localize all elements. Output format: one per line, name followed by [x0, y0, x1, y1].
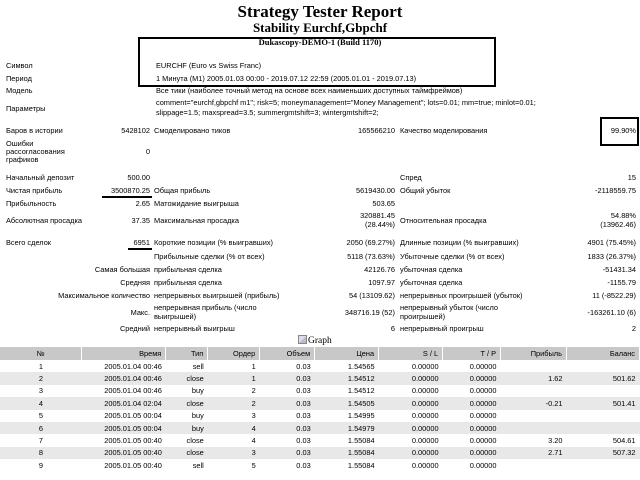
table-row	[0, 447, 640, 459]
cell-profit	[501, 385, 567, 397]
max-consecutive-wins-label: непрерывных выигрышей (прибыль)	[154, 291, 280, 300]
gross-loss-label: Общий убыток	[400, 186, 451, 195]
cell-tp: 0.00000	[443, 447, 501, 459]
total-trades-underline	[128, 248, 152, 250]
cell-order: 4	[208, 422, 260, 434]
cell-sl: 0.00000	[379, 360, 443, 372]
cell-price: 1.54505	[315, 397, 379, 409]
cell-order: 1	[208, 360, 260, 372]
deposit-label: Начальный депозит	[6, 173, 75, 182]
cell-order: 5	[208, 459, 260, 471]
symbol-label: Символ	[6, 61, 33, 70]
average-label: Средняя	[120, 278, 150, 287]
cell-sl: 0.00000	[379, 385, 443, 397]
cell-volume: 0.03	[260, 385, 315, 397]
avg-consecutive-label: Средний	[119, 324, 150, 333]
cell-profit	[501, 422, 567, 434]
report-title: Strategy Tester Report	[237, 2, 403, 21]
net-profit-underline	[102, 196, 152, 198]
cell-balance: 501.62	[566, 372, 639, 384]
cell-price: 1.54995	[315, 410, 379, 422]
loss-trades-value: 1833 (26.37%)	[587, 252, 636, 261]
ticks-label: Смоделировано тиков	[154, 126, 231, 135]
largest-profit-value: 42126.76	[364, 265, 395, 274]
cell-balance	[566, 422, 639, 434]
abs-drawdown-value: 37.35	[131, 216, 150, 225]
cell-volume: 0.03	[260, 360, 315, 372]
params-label: Параметры	[6, 104, 46, 113]
col-type: Тип	[166, 347, 208, 360]
bars-value: 5428102	[121, 126, 150, 135]
ticks-value: 165566210	[358, 126, 395, 135]
rel-drawdown-label: Относительная просадка	[400, 216, 487, 225]
cell-order: 3	[208, 410, 260, 422]
table-row	[0, 459, 640, 471]
max-consecutive-loss-label-2: проигрышей)	[400, 312, 446, 321]
profit-factor-label: Прибыльность	[6, 199, 57, 208]
avg-consecutive-wins-label: непрерывный выигрыш	[154, 324, 235, 333]
cell-order: 2	[208, 385, 260, 397]
cell-tp: 0.00000	[443, 397, 501, 409]
model-value: Все тики (наиболее точный метод на основе всех наименьших доступных таймфреймов)	[156, 86, 463, 95]
average-profit-value: 1097.97	[368, 278, 395, 287]
cell-order: 3	[208, 447, 260, 459]
cell-type: close	[166, 447, 208, 459]
long-positions-value: 4901 (75.45%)	[587, 238, 636, 247]
cell-type: sell	[166, 360, 208, 372]
expected-payoff-label: Матожидание выигрыша	[154, 199, 239, 208]
col-sl: S / L	[379, 347, 443, 360]
max-drawdown-percent: (28.44%)	[365, 220, 395, 229]
cell-tp: 0.00000	[443, 422, 501, 434]
max-drawdown-value: 320881.45	[360, 211, 395, 220]
cell-volume: 0.03	[260, 397, 315, 409]
avg-consecutive-losses-value: 2	[631, 324, 636, 333]
average-profit-label: прибыльная сделка	[154, 278, 222, 287]
max-consecutive-loss-value: -163261.10 (6)	[587, 308, 636, 317]
average-loss-label: убыточная сделка	[400, 278, 463, 287]
profit-trades-value: 5118 (73.63%)	[347, 252, 395, 261]
cell-tp: 0.00000	[443, 434, 501, 446]
loss-trades-label: Убыточные сделки (% от всех)	[400, 252, 505, 261]
long-positions-label: Длинные позиции (% выигравших)	[400, 238, 519, 247]
cell-profit: 1.62	[501, 372, 567, 384]
cell-profit: 3.20	[501, 434, 567, 446]
net-profit-label: Чистая прибыль	[6, 186, 63, 195]
gross-loss-value: -2118559.75	[595, 186, 636, 195]
cell-volume: 0.03	[260, 422, 315, 434]
cell-balance	[566, 385, 639, 397]
max-consecutive-profit-label-2: выигрышей)	[154, 312, 197, 321]
bars-label: Баров в истории	[6, 126, 63, 135]
cell-volume: 0.03	[260, 447, 315, 459]
cell-time: 2005.01.04 02:04	[82, 397, 166, 409]
max-consecutive-wins-value: 54 (13109.62)	[348, 291, 395, 300]
gross-profit-value: 5619430.00	[355, 186, 395, 195]
cell-time: 2005.01.05 00:04	[82, 422, 166, 434]
cell-tp: 0.00000	[443, 385, 501, 397]
cell-balance	[566, 459, 639, 471]
max-consecutive-losses-value: 11 (-8522.29)	[592, 291, 636, 300]
cell-type: sell	[166, 459, 208, 471]
col-balance: Баланс	[566, 347, 639, 360]
table-row	[0, 434, 640, 446]
rel-drawdown-value: (13962.46)	[600, 220, 636, 229]
largest-loss-label: убыточная сделка	[400, 265, 463, 274]
period-label: Период	[6, 74, 32, 83]
cell-order: 4	[208, 434, 260, 446]
total-trades-value: 6951	[133, 238, 150, 247]
cell-sl: 0.00000	[379, 434, 443, 446]
params-line2: slippage=1.5; maxspread=3.5; summergmtshift=3; wintergmtshift=2;	[156, 108, 379, 117]
total-trades-label: Всего сделок	[6, 238, 52, 247]
cell-type: close	[166, 397, 208, 409]
cell-balance	[566, 360, 639, 372]
orders-table	[0, 347, 640, 472]
col-tp: T / P	[443, 347, 501, 360]
graph-image-link[interactable]	[298, 335, 332, 346]
cell-number: 1	[0, 360, 82, 372]
cell-tp: 0.00000	[443, 410, 501, 422]
cell-number: 2	[0, 372, 82, 384]
max-consecutive-profit-value: 348716.19 (52)	[344, 308, 395, 317]
broken-image-icon	[298, 335, 307, 344]
max-consecutive-losses-label: непрерывных проигрышей (убыток)	[400, 291, 523, 300]
cell-time: 2005.01.04 00:46	[82, 385, 166, 397]
table-row	[0, 397, 640, 409]
cell-time: 2005.01.05 00:40	[82, 434, 166, 446]
cell-time: 2005.01.05 00:40	[82, 459, 166, 471]
params-line1: comment="eurchf,gbpchf m1"; risk=5; moneymanagement="Money Management"; lots=0.01; mm=true; minlot=0.01;	[156, 98, 536, 107]
col-profit: Прибыль	[501, 347, 567, 360]
orders-body	[0, 360, 640, 472]
cell-price: 1.54512	[315, 385, 379, 397]
profit-trades-label: Прибыльные сделки (% от всех)	[154, 252, 265, 261]
rel-drawdown-percent: 54.88%	[610, 211, 636, 220]
spread-value: 15	[627, 173, 636, 182]
col-price: Цена	[315, 347, 379, 360]
largest-profit-label: прибыльная сделка	[154, 265, 222, 274]
cell-volume: 0.03	[260, 372, 315, 384]
cell-number: 9	[0, 459, 82, 471]
cell-profit: 2.71	[501, 447, 567, 459]
cell-sl: 0.00000	[379, 410, 443, 422]
cell-balance: 504.61	[566, 434, 639, 446]
cell-number: 3	[0, 385, 82, 397]
cell-price: 1.55084	[315, 434, 379, 446]
report-subtitle: Stability Eurchf,Gbpchf	[252, 20, 388, 35]
col-order: Ордер	[208, 347, 260, 360]
cell-balance: 501.41	[566, 397, 639, 409]
deposit-value: 500.00	[127, 173, 150, 182]
cell-number: 5	[0, 410, 82, 422]
cell-tp: 0.00000	[443, 360, 501, 372]
max-drawdown-label: Максимальная просадка	[154, 216, 239, 225]
cell-price: 1.55084	[315, 447, 379, 459]
max-label: Макс.	[130, 308, 150, 317]
table-row	[0, 422, 640, 434]
cell-number: 6	[0, 422, 82, 434]
server-name: Dukascopy-DEMO-1 (Build 1170)	[258, 37, 382, 47]
max-consecutive-profit-label-1: непрерывная прибыль (число	[154, 303, 257, 312]
errors-label-2: рассогласования	[6, 147, 65, 156]
avg-consecutive-wins-value: 6	[390, 324, 395, 333]
cell-profit	[501, 459, 567, 471]
net-profit-value: 3500870.25	[110, 186, 150, 195]
errors-value: 0	[145, 147, 150, 156]
quality-label: Качество моделирования	[400, 126, 488, 135]
cell-number: 4	[0, 397, 82, 409]
cell-volume: 0.03	[260, 434, 315, 446]
cell-balance	[566, 410, 639, 422]
gross-profit-label: Общая прибыль	[154, 186, 211, 195]
col-number: №	[0, 347, 82, 360]
cell-profit	[501, 360, 567, 372]
cell-time: 2005.01.05 00:04	[82, 410, 166, 422]
cell-time: 2005.01.04 00:46	[82, 360, 166, 372]
cell-sl: 0.00000	[379, 447, 443, 459]
average-loss-value: -1155.79	[607, 278, 636, 287]
cell-tp: 0.00000	[443, 372, 501, 384]
cell-price: 1.54979	[315, 422, 379, 434]
cell-type: buy	[166, 385, 208, 397]
errors-label-1: Ошибки	[6, 139, 34, 148]
cell-time: 2005.01.05 00:40	[82, 447, 166, 459]
cell-volume: 0.03	[260, 410, 315, 422]
graph-alt-text: Graph	[308, 336, 332, 346]
expected-payoff-value: 503.65	[372, 199, 395, 208]
cell-sl: 0.00000	[379, 372, 443, 384]
short-positions-label: Короткие позиции (% выигравших)	[154, 238, 273, 247]
cell-sl: 0.00000	[379, 459, 443, 471]
cell-type: close	[166, 372, 208, 384]
table-row	[0, 410, 640, 422]
profit-factor-value: 2.65	[135, 199, 150, 208]
table-row	[0, 372, 640, 384]
max-consecutive-loss-label-1: непрерывный убыток (число	[400, 303, 499, 312]
cell-type: buy	[166, 410, 208, 422]
largest-label: Самая большая	[94, 265, 150, 274]
cell-volume: 0.03	[260, 459, 315, 471]
cell-type: close	[166, 434, 208, 446]
cell-type: buy	[166, 422, 208, 434]
errors-label-3: графиков	[6, 155, 39, 164]
spread-label: Спред	[400, 173, 422, 182]
table-row	[0, 360, 640, 372]
cell-profit: -0.21	[501, 397, 567, 409]
abs-drawdown-label: Абсолютная просадка	[6, 216, 82, 225]
max-count-label: Максимальное количество	[58, 291, 150, 300]
cell-balance: 507.32	[566, 447, 639, 459]
orders-header-row	[0, 347, 640, 360]
period-value: 1 Минута (M1) 2005.01.03 00:00 - 2019.07.12 22:59 (2005.01.01 - 2019.07.13)	[156, 74, 417, 83]
largest-loss-value: -51431.34	[602, 265, 636, 274]
cell-number: 8	[0, 447, 82, 459]
model-label: Модель	[6, 86, 33, 95]
quality-value: 99.90%	[610, 126, 636, 135]
cell-tp: 0.00000	[443, 459, 501, 471]
cell-order: 1	[208, 372, 260, 384]
symbol-value: EURCHF (Euro vs Swiss Franc)	[156, 61, 262, 70]
cell-sl: 0.00000	[379, 422, 443, 434]
col-volume: Объем	[260, 347, 315, 360]
col-time: Время	[82, 347, 166, 360]
short-positions-value: 2050 (69.27%)	[346, 238, 395, 247]
cell-order: 2	[208, 397, 260, 409]
cell-number: 7	[0, 434, 82, 446]
cell-price: 1.54512	[315, 372, 379, 384]
cell-profit	[501, 410, 567, 422]
avg-consecutive-losses-label: непрерывный проигрыш	[400, 324, 484, 333]
cell-price: 1.54565	[315, 360, 379, 372]
cell-time: 2005.01.04 00:46	[82, 372, 166, 384]
table-row	[0, 385, 640, 397]
cell-sl: 0.00000	[379, 397, 443, 409]
cell-price: 1.55084	[315, 459, 379, 471]
